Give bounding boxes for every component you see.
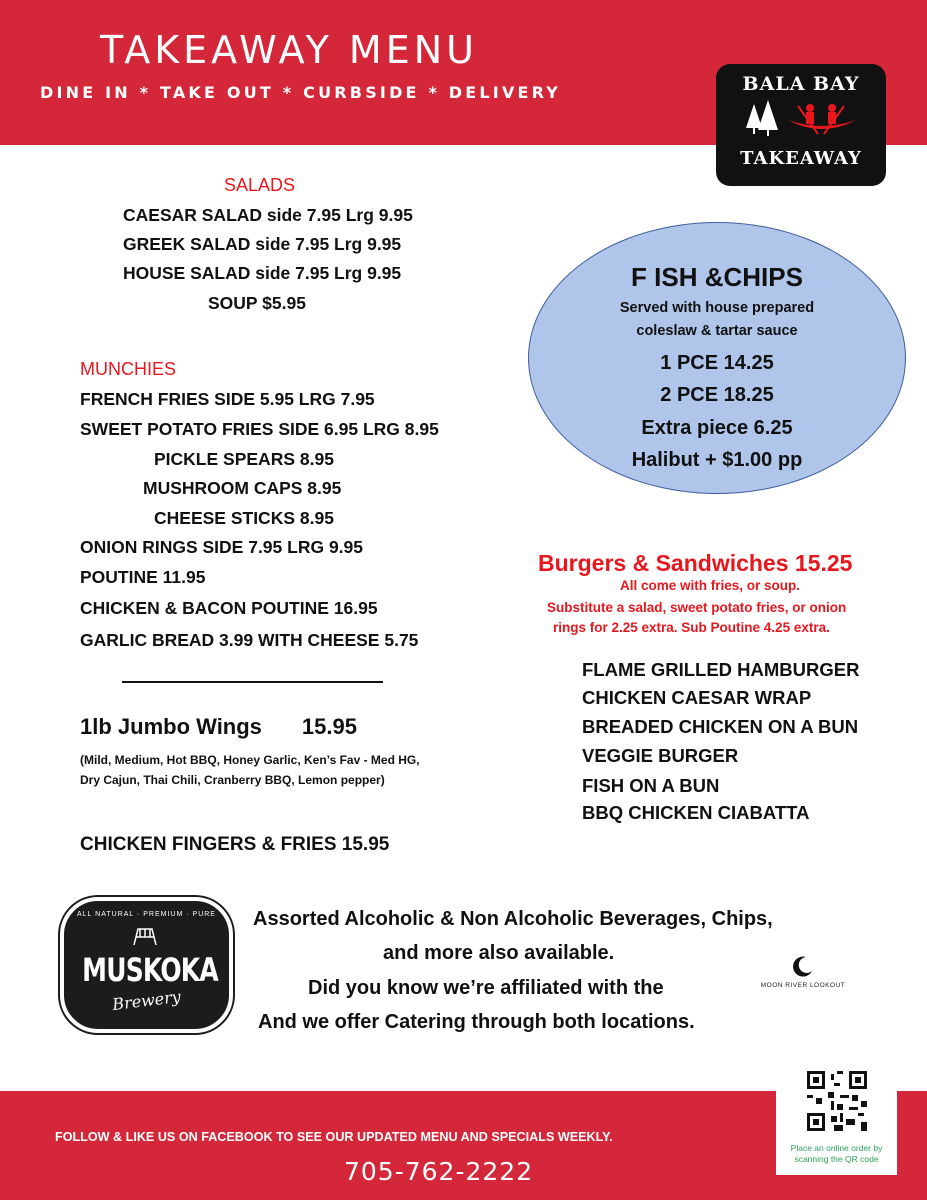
- sandwich-item: FISH ON A BUN: [582, 775, 720, 796]
- munchies-heading: MUNCHIES: [80, 359, 177, 379]
- beverages-text: Assorted Alcoholic & Non Alcoholic Beverages, Chips,: [253, 908, 773, 930]
- menu-item: CHEESE STICKS 8.95: [154, 508, 334, 528]
- menu-item: MUSHROOM CAPS 8.95: [143, 478, 342, 498]
- salads-heading: SALADS: [224, 175, 296, 195]
- phone-number[interactable]: 705-762-2222: [344, 1157, 534, 1186]
- brewery-arc-text: ALL NATURAL · PREMIUM · PURE: [77, 911, 216, 918]
- menu-item: ONION RINGS SIDE 7.95 LRG 9.95: [80, 537, 363, 557]
- muskoka-chair-icon: [130, 923, 160, 947]
- brewery-name: MUSKOKA: [82, 951, 218, 989]
- moon-river-text: MOON RIVER LOOKOUT: [760, 982, 846, 989]
- burgers-note: rings for 2.25 extra. Sub Poutine 4.25 extra.: [553, 620, 830, 635]
- burgers-note: All come with fries, or soup.: [620, 578, 801, 593]
- menu-item: SWEET POTATO FRIES SIDE 6.95 LRG 8.95: [80, 419, 439, 439]
- sandwich-item: CHICKEN CAESAR WRAP: [582, 687, 812, 708]
- wings-flavors: (Mild, Medium, Hot BBQ, Honey Garlic, Ken’s Fav - Med HG,: [80, 753, 420, 767]
- wings-title: 1lb Jumbo Wings: [80, 714, 262, 739]
- brewery-script: Brewery: [111, 986, 182, 1015]
- sandwich-item: BBQ CHICKEN CIABATTA: [582, 802, 810, 823]
- wings-flavors: Dry Cajun, Thai Chili, Cranberry BBQ, Lemon pepper): [80, 773, 385, 787]
- menu-item: FRENCH FRIES SIDE 5.95 LRG 7.95: [80, 389, 375, 409]
- service-options: DINE IN * TAKE OUT * CURBSIDE * DELIVERY: [40, 83, 562, 102]
- moon-icon: [792, 955, 814, 977]
- logo-top-text: BALA BAY: [742, 73, 860, 95]
- menu-item: HOUSE SALAD side 7.95 Lrg 9.95: [123, 263, 402, 283]
- wings-line: [80, 714, 357, 740]
- chicken-fingers-item: CHICKEN FINGERS & FRIES 15.95: [80, 834, 390, 855]
- beverages-text: and more also available.: [383, 942, 615, 964]
- logo-bottom-text: TAKEAWAY: [740, 148, 862, 169]
- menu-item: PICKLE SPEARS 8.95: [154, 449, 334, 469]
- menu-item: GARLIC BREAD 3.99 WITH CHEESE 5.75: [80, 630, 419, 650]
- sandwich-item: VEGGIE BURGER: [582, 745, 739, 766]
- page-title: TAKEAWAY MENU: [100, 28, 478, 72]
- menu-item: CAESAR SALAD side 7.95 Lrg 9.95: [123, 205, 413, 225]
- catering-text: And we offer Catering through both locations.: [258, 1011, 695, 1033]
- canoe-trees-icon: [744, 98, 858, 142]
- fish-chips-title: F ISH &CHIPS: [631, 262, 803, 292]
- sandwich-item: BREADED CHICKEN ON A BUN: [582, 716, 859, 737]
- fish-chips-desc: coleslaw & tartar sauce: [636, 323, 798, 339]
- bala-bay-logo: [716, 64, 886, 186]
- fish-chips-price: 1 PCE 14.25: [660, 352, 774, 374]
- burgers-note: Substitute a salad, sweet potato fries, or onion: [547, 600, 847, 615]
- moon-river-logo: [748, 955, 858, 989]
- fish-chips-price: Extra piece 6.25: [641, 417, 793, 439]
- menu-item: POUTINE 11.95: [80, 567, 206, 587]
- divider: [122, 681, 383, 683]
- affiliation-text: Did you know we’re affiliated with the: [308, 977, 664, 999]
- fish-chips-price: 2 PCE 18.25: [660, 384, 774, 406]
- fish-chips-desc: Served with house prepared: [619, 300, 815, 316]
- menu-item: GREEK SALAD side 7.95 Lrg 9.95: [123, 234, 402, 254]
- burgers-heading: Burgers & Sandwiches 15.25: [538, 550, 853, 576]
- muskoka-brewery-logo: [60, 897, 233, 1033]
- qr-code-icon[interactable]: [807, 1071, 867, 1131]
- menu-item: SOUP $5.95: [208, 293, 306, 313]
- qr-label: Place an online order by scanning the QR code: [790, 1143, 883, 1164]
- sandwich-item: FLAME GRILLED HAMBURGER: [582, 659, 860, 680]
- fish-chips-price: Halibut + $1.00 pp: [631, 449, 803, 471]
- wings-price: 15.95: [301, 714, 357, 739]
- menu-item: CHICKEN & BACON POUTINE 16.95: [80, 598, 378, 618]
- facebook-follow-text: FOLLOW & LIKE US ON FACEBOOK TO SEE OUR UPDATED MENU AND SPECIALS WEEKLY.: [55, 1130, 613, 1144]
